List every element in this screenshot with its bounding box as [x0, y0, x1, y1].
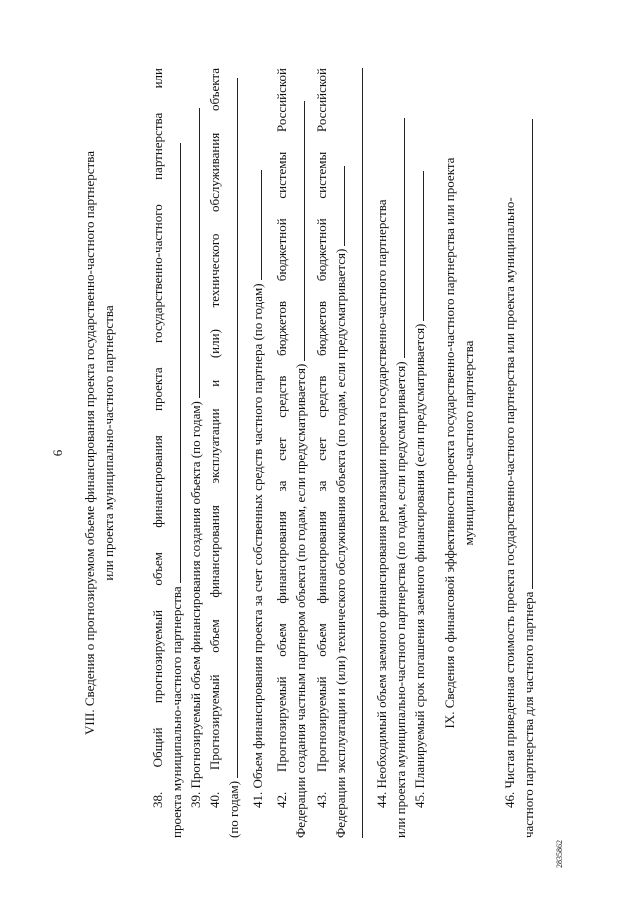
- item-44-line2: [391, 118, 410, 838]
- item-38-line2-text: проекта муниципально-частного партнерства: [169, 585, 184, 838]
- item-43-line2-text: Федерации эксплуатации и (или) технического обслуживания объекта (по годам, если предусматривается): [333, 248, 348, 838]
- item-45-text: 45. Планируемый срок погашения заемного финансирования (если предусматривается): [412, 323, 427, 808]
- item-42-line1: 42. Прогнозируемый объем финансирования за счет средств бюджетов бюджетной системы Российской: [274, 67, 289, 808]
- item-39-text: 39. Прогнозируемый объем финансирования создания объекта (по годам): [188, 400, 203, 808]
- item-44-line1: 44. Необходимый объем заемного финансирования реализации проекта государственно-частного партнерства: [374, 198, 389, 808]
- item-46-line1: 46. Чистая приведенная стоимость проекта государственно-частного партнерства или проекта муниципально-: [502, 196, 517, 808]
- section-9-title-line1: IX. Сведения о финансовой эффективности проекта государственно-частного партнерства или проекта: [442, 157, 457, 728]
- item-42-line2-text: Федерации создания частным партнером объекта (по годам, если предусматривается): [293, 363, 308, 838]
- item-39: [186, 108, 205, 808]
- item-45: [410, 170, 429, 807]
- item-43-blank: [331, 165, 345, 245]
- item-42-blank: [291, 100, 305, 360]
- item-45-blank: [410, 170, 424, 320]
- item-43-line1: 43. Прогнозируемый объем финансирования за счет средств бюджетов бюджетной системы Российской: [314, 67, 329, 808]
- section-8-title: [80, 48, 118, 838]
- item-44-line2-text: или проекта муниципально-частного партнерства (по годам, если предусматривается): [393, 360, 408, 838]
- item-46-line2-text: частного партнерства для частного партнера: [521, 591, 536, 838]
- item-41-blank: [248, 170, 262, 280]
- item-46-line2: [519, 118, 538, 837]
- section-8-title-line1: VIII. Сведения о прогнозируемом объеме финансирования проекта государственно-частного партнерства: [82, 150, 97, 735]
- item-38-line1: 38. Общий прогнозируемый объем финансирования проекта государственно-частного партнерства или: [150, 67, 165, 808]
- item-44-blank: [391, 118, 405, 358]
- document-page: [40, 38, 600, 868]
- item-40-line2-text: (по годам): [226, 780, 241, 838]
- section-8-title-line2: или проекта муниципально-частного партнерства: [101, 304, 116, 581]
- item-41-text: 41. Объем финансирования проекта за счет собственных средств частного партнера (по годам): [250, 282, 265, 808]
- item-38-line2: [167, 143, 186, 838]
- item-40-blank: [224, 77, 238, 777]
- page-number: 6: [50, 449, 65, 456]
- document-code: 2835862: [555, 839, 564, 868]
- item-39-blank: [186, 108, 200, 398]
- item-46-blank: [519, 118, 533, 588]
- item-41: [248, 170, 267, 808]
- item-43-line2: [331, 165, 350, 837]
- item-40-line2: [224, 77, 243, 837]
- item-38-blank: [167, 143, 181, 583]
- item-43-rule: [362, 68, 363, 838]
- item-42-line2: [291, 100, 310, 837]
- item-40-line1: 40. Прогнозируемый объем финансирования эксплуатации и (или) технического обслуживания объекта: [207, 67, 222, 808]
- section-9-title: [440, 48, 478, 838]
- section-9-title-line2: муниципально-частного партнерства: [461, 340, 476, 545]
